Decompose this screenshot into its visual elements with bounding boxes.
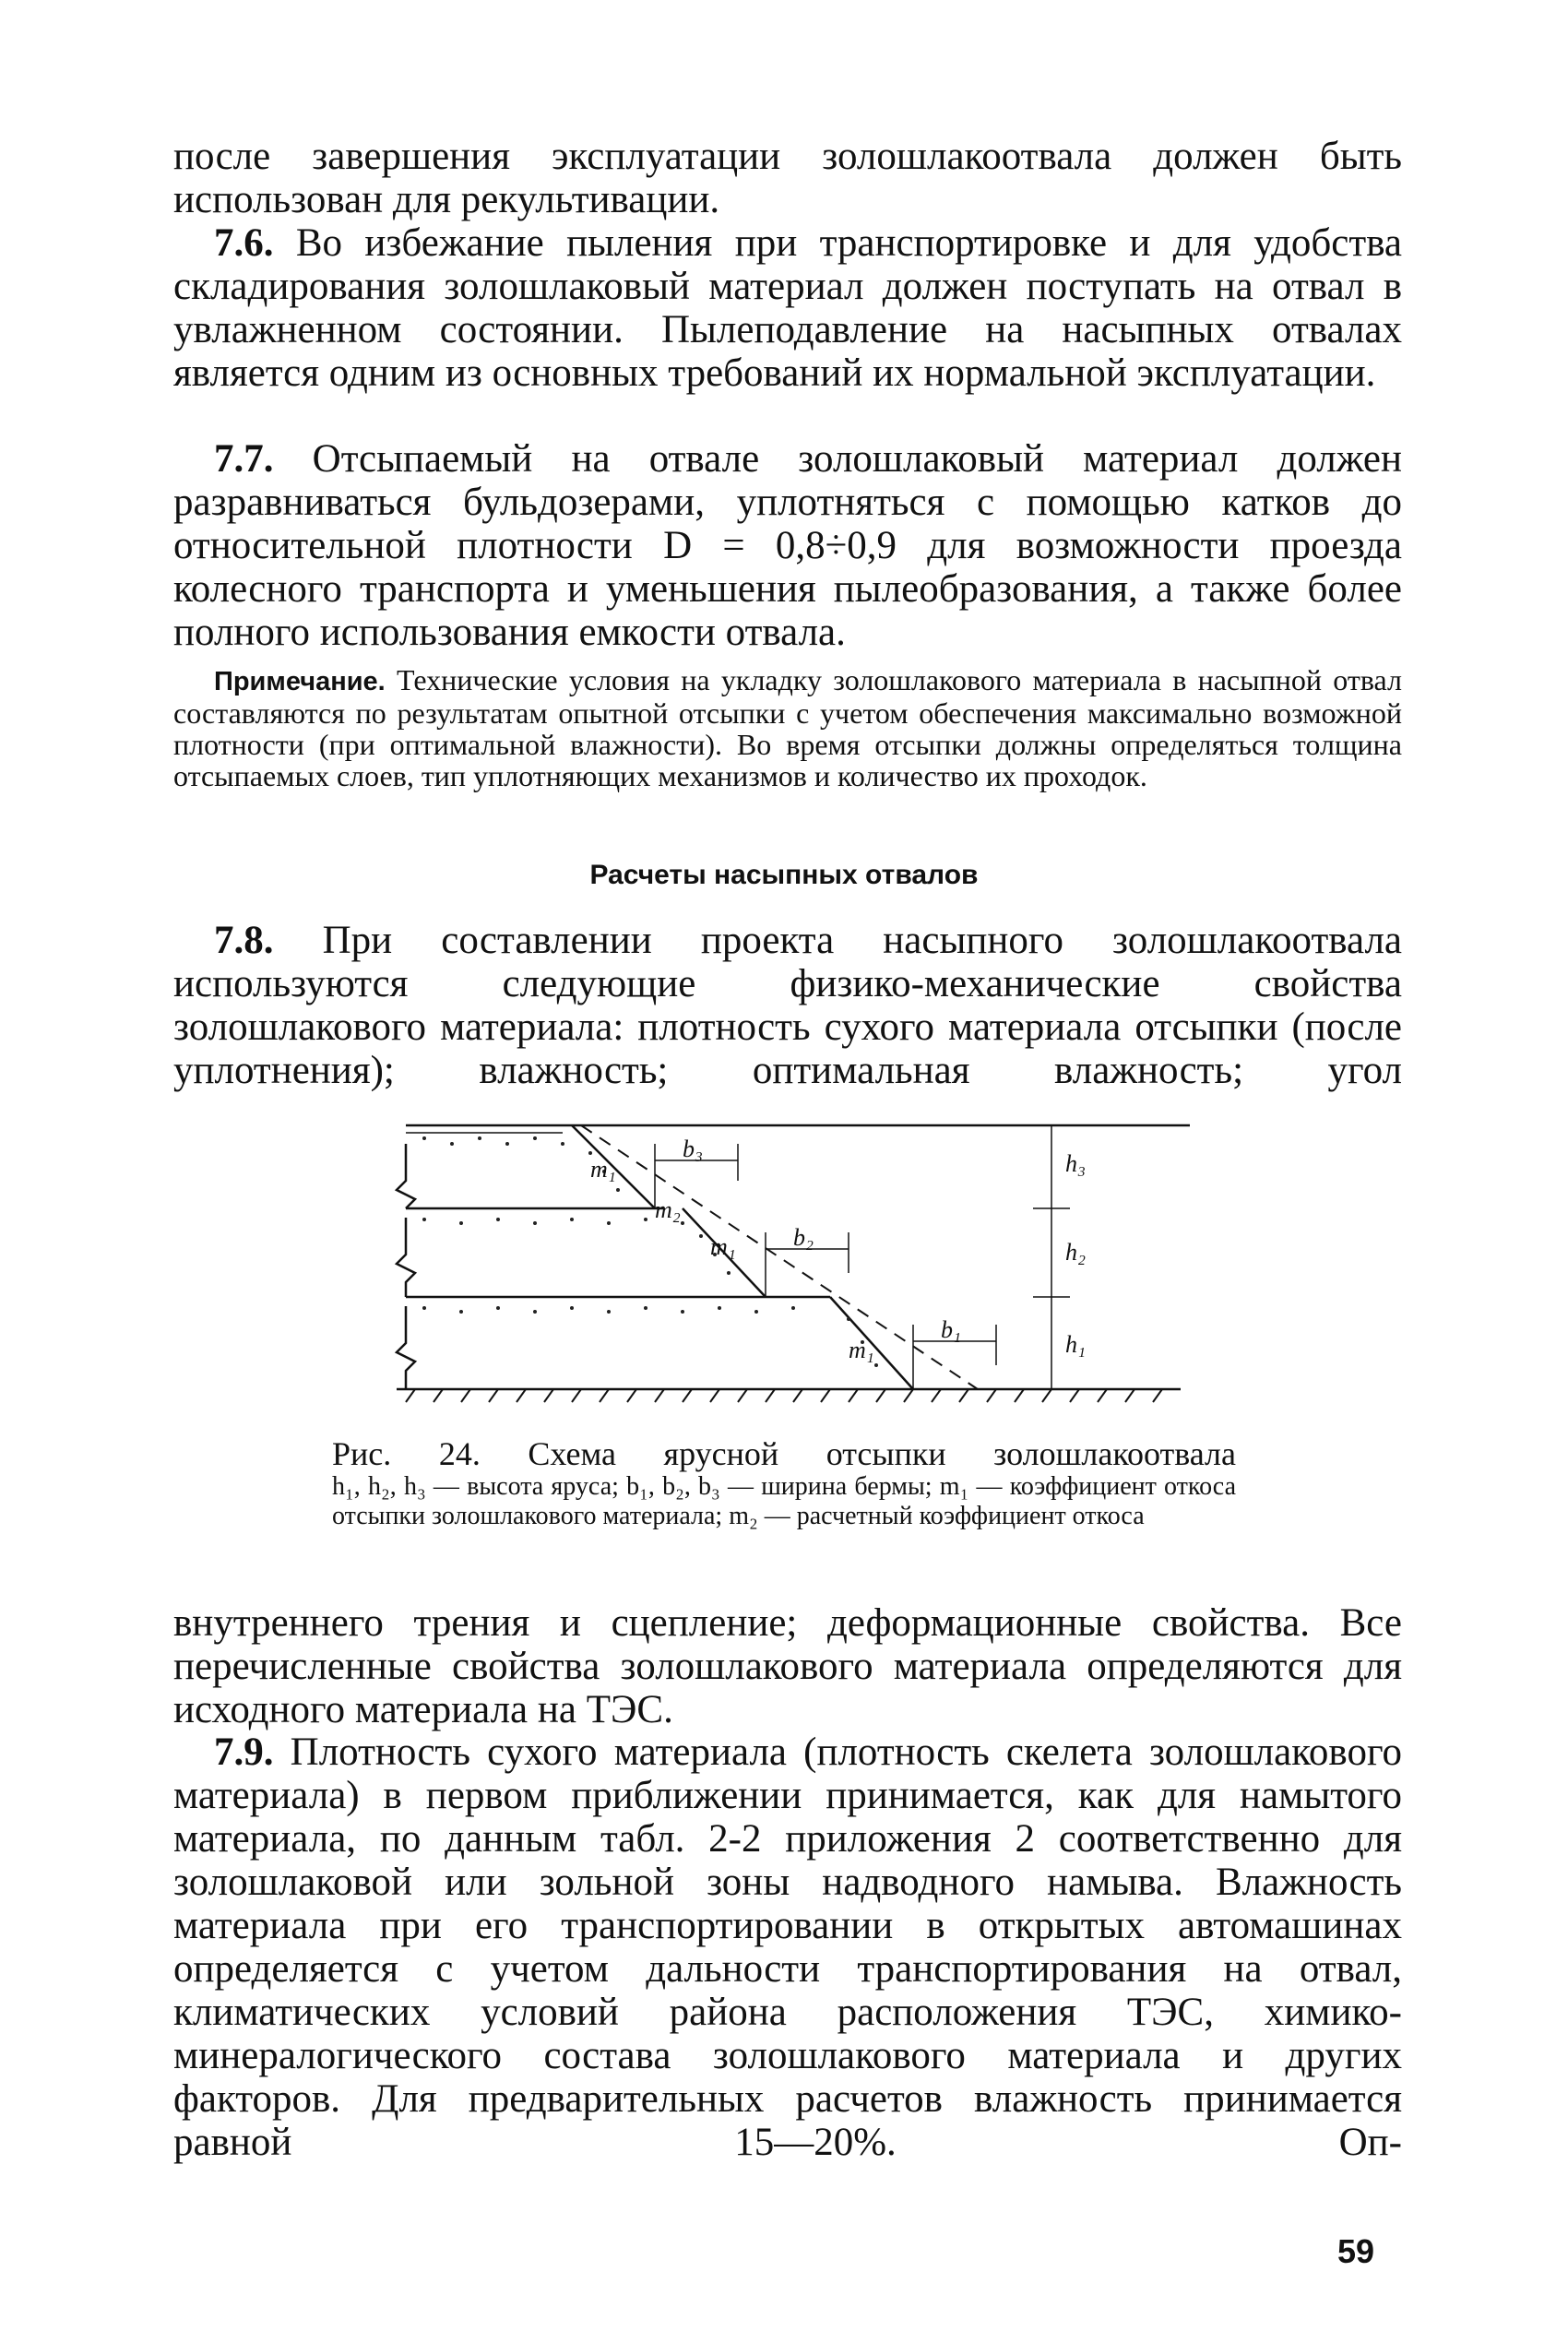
paragraph-7-9 bbox=[173, 1730, 1402, 2164]
note bbox=[173, 664, 1402, 791]
tiered-dump-diagram bbox=[369, 1116, 1199, 1421]
section-heading: Расчеты насыпных отвалов bbox=[589, 860, 979, 890]
paragraph-text: внутреннего трения и сцепление; деформационные свойства. Все перечисленные свойства золошлакового материала определяются для исходного материала на ТЭС. bbox=[173, 1601, 1402, 1731]
label-b2: b₂ bbox=[793, 1224, 814, 1251]
label-h3: h₃ bbox=[1065, 1150, 1087, 1177]
page-number: 59 bbox=[1337, 2232, 1375, 2270]
label-b3: b₃ bbox=[683, 1136, 704, 1162]
paragraph-text: Отсыпаемый на отвале золошлаковый материал должен разравниваться бульдозерами, уплотняться с помощью катков до относительной плотности D = 0,8÷0,9 для возможности проезда колесного транспорта и уменьшения пылеобразования, а также более полного использования емкости отвала. bbox=[173, 437, 1403, 654]
label-b1: b₁ bbox=[941, 1316, 962, 1343]
paragraph-continued bbox=[173, 1601, 1402, 1731]
note-label: Примечание. bbox=[214, 667, 386, 696]
label-m1-mid: m₁ bbox=[710, 1233, 736, 1260]
paragraph-top bbox=[173, 135, 1402, 221]
label-h1: h₁ bbox=[1065, 1331, 1087, 1358]
label-m1-top: m₁ bbox=[590, 1156, 616, 1183]
paragraph-number: 7.9. bbox=[214, 1730, 274, 1774]
paragraph-number: 7.6. bbox=[214, 221, 274, 265]
paragraph-text: При составлении проекта насыпного золошлакоотвала используются следующие физико-механические свойства золошлакового материала: плотность сухого материала отсыпки (после уплотнения); влажность; оптимальная влажность; угол bbox=[173, 919, 1402, 1092]
paragraph-7-6 bbox=[173, 221, 1402, 395]
paragraph-7-8 bbox=[173, 919, 1402, 1092]
label-h2: h₂ bbox=[1065, 1239, 1087, 1266]
note-text: Технические условия на укладку золошлакового материала в насыпной отвал составляются по результатам опытной отсыпки с учетом обеспечения максимально возможной плотности (при оптимальной влажности). Во время отсыпки должны определяться толщина отсыпаемых слоев, тип уплотняющих механизмов и количество их проходок. bbox=[173, 663, 1403, 792]
label-m2: m₂ bbox=[655, 1196, 681, 1223]
paragraph-7-7 bbox=[173, 437, 1402, 654]
paragraph-number: 7.8. bbox=[214, 919, 274, 962]
paragraph-number: 7.7. bbox=[214, 437, 274, 481]
figure-caption bbox=[332, 1435, 1236, 1531]
paragraph-text: Во избежание пыления при транспортировке и для удобства складирования золошлаковый материал должен поступать на отвал в увлажненном состоянии. Пылеподавление на насыпных отвалах является одним из основных требований их нормальной эксплуатации. bbox=[173, 221, 1403, 395]
paragraph-text: Плотность сухого материала (плотность скелета золошлакового материала) в первом приближении принимается, как для намытого материала, по данным табл. 2-2 приложения 2 соответственно для золошлаковой или зольной зоны надводного намыва. Влажность материала при его транспортировании в открытых автомашинах определяется с учетом дальности транспортирования на отвал, климатических условий района расположения ТЭС, химико-минералогического состава золошлакового материала и других факторов. Для предварительных расчетов влажность принимается равной 15—20%. Оп- bbox=[173, 1730, 1403, 2164]
label-m1-bottom: m₁ bbox=[849, 1337, 874, 1363]
paragraph-text: после завершения эксплуатации золошлакоотвала должен быть использован для рекультивации. bbox=[173, 135, 1402, 221]
caption-legend: h₁, h₂, h₃ — высота яруса; b₁, b₂, b₃ — ширина бермы; m₁ — коэффициент откоса отсыпки золошлакового материала; m₂ — расчетный коэффициент откоса bbox=[332, 1472, 1236, 1530]
caption-title: Рис. 24. Схема ярусной отсыпки золошлакоотвала bbox=[332, 1435, 1236, 1472]
